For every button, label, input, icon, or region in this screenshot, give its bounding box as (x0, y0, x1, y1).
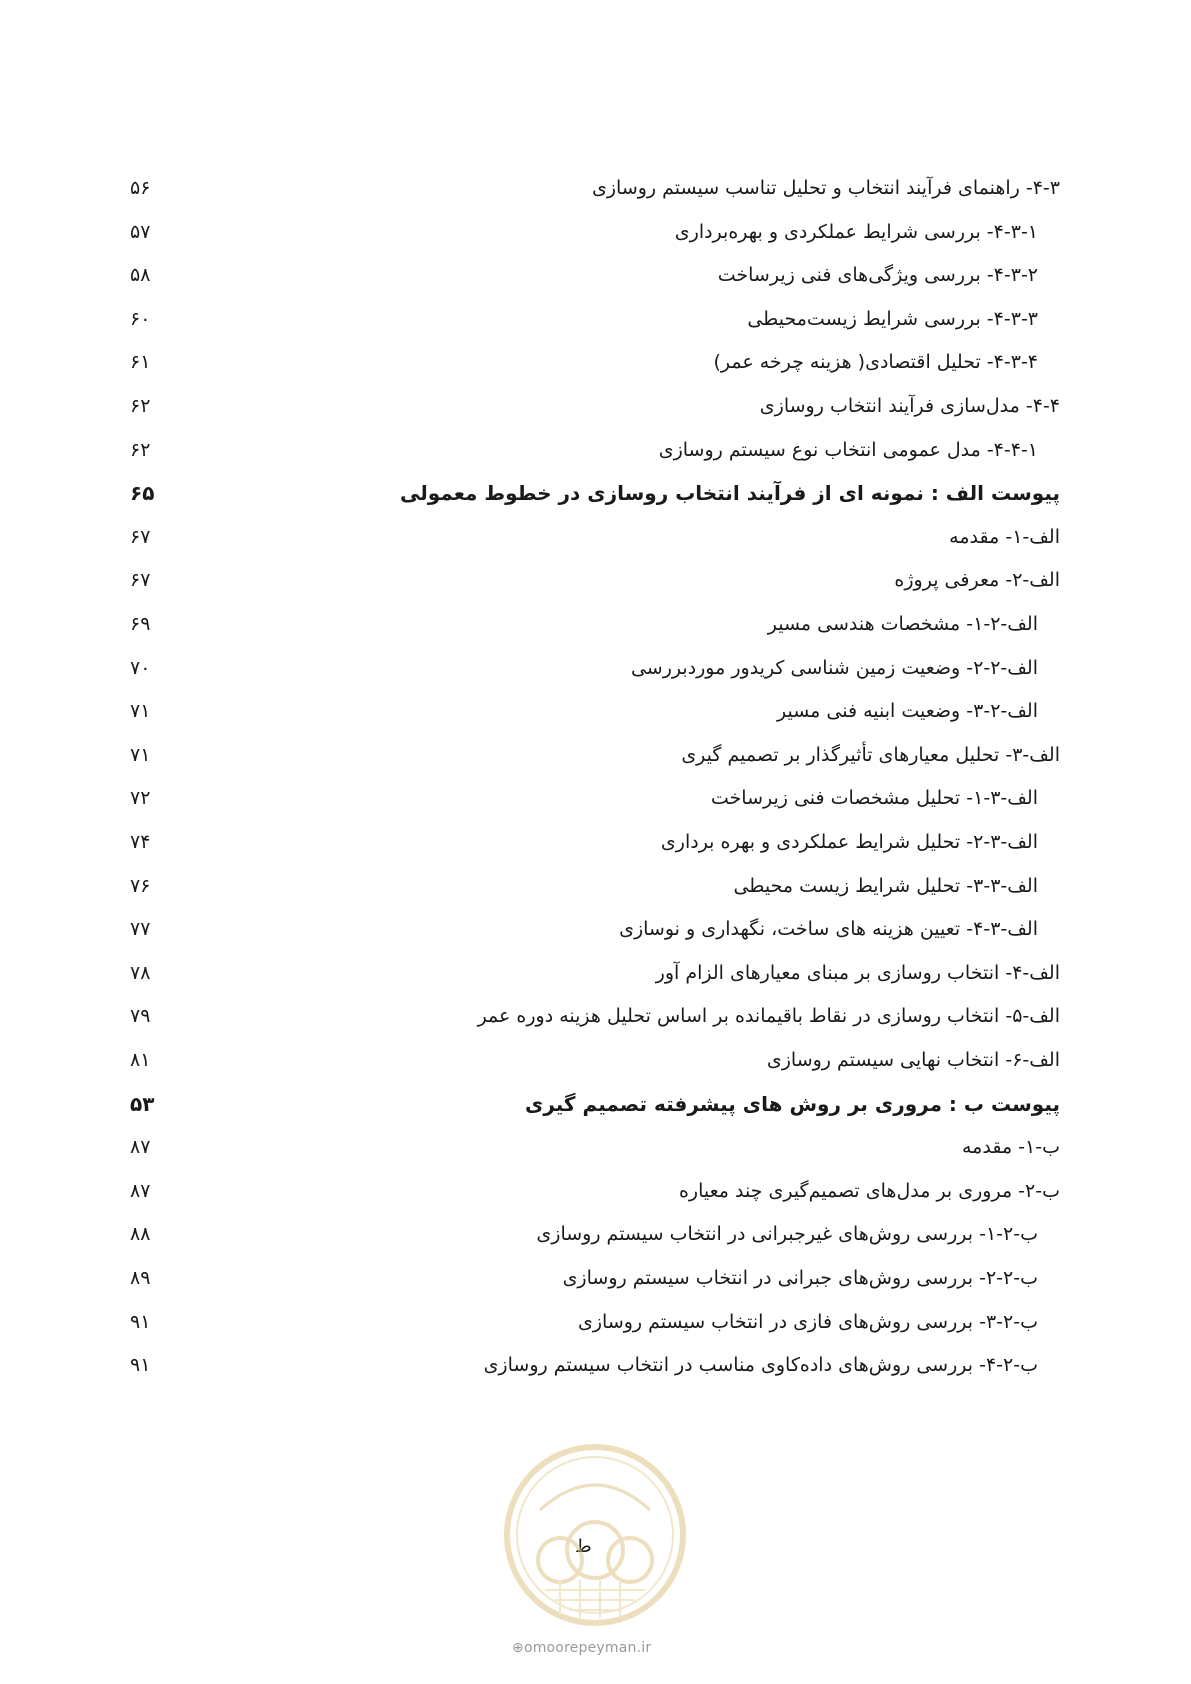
toc-title: ب-۲-۲- بررسی روش‌های جبرانی در انتخاب سیستم روسازی (562, 1267, 1038, 1289)
toc-title: ب-۱- مقدمه (962, 1136, 1060, 1159)
toc-title: الف-۳-۲- تحلیل شرایط عملکردی و بهره برداری (660, 831, 1038, 853)
toc-title: الف-۲-۱- مشخصات هندسی مسیر (767, 613, 1038, 635)
toc-title: ۴-۳-۱- بررسی شرایط عملکردی و بهره‌برداری (674, 220, 1038, 243)
toc-row (130, 735, 1060, 775)
toc-title: الف-۳-۱- تحلیل مشخصات فنی زیرساخت (710, 787, 1038, 810)
toc-title: الف-۳- تحلیل معیارهای تأثیرگذار بر تصمیم گیری (681, 743, 1060, 766)
toc-page-number: ۷۹ (130, 1005, 151, 1028)
toc-page-number: ۸۱ (130, 1049, 151, 1071)
toc-page-number: ۵۶ (130, 177, 151, 199)
toc-row (130, 430, 1060, 470)
page-folio: ط (575, 1536, 592, 1557)
toc-title: الف-۵- انتخاب روسازی در نقاط باقیمانده بر اساس تحلیل هزینه دوره عمر (477, 1005, 1060, 1028)
toc-title: ب-۲-۴- بررسی روش‌های داده‌کاوی مناسب در انتخاب سیستم روسازی (483, 1354, 1038, 1377)
toc-page-number: ۶۹ (130, 613, 151, 635)
watermark-seal (500, 1440, 690, 1630)
toc-row (130, 822, 1060, 862)
toc-title: ۴-۴- مدل‌سازی فرآیند انتخاب روسازی (759, 395, 1060, 417)
toc-page-number: ۶۱ (130, 351, 151, 374)
toc-row (130, 648, 1060, 688)
toc-row (130, 212, 1060, 252)
toc-title: پیوست ب : مروری بر روش های پیشرفته تصمیم گیری (524, 1091, 1060, 1116)
toc-page-number: ۸۷ (130, 1179, 151, 1202)
toc-title: پیوست الف : نمونه ای از فرآیند انتخاب روسازی در خطوط معمولی (400, 481, 1060, 506)
toc-row (130, 255, 1060, 295)
toc-row (130, 778, 1060, 818)
toc-page-number: ۶۷ (130, 525, 151, 548)
toc-title: الف-۲-۲- وضعیت زمین شناسی کریدور موردبررسی (630, 656, 1038, 679)
toc-title: ۴-۳- راهنمای فرآیند انتخاب و تحلیل تناسب سیستم روسازی (591, 177, 1060, 199)
toc-row (130, 604, 1060, 644)
toc-row (130, 691, 1060, 731)
toc-page-number: ۵۸ (130, 264, 151, 287)
toc-row (130, 560, 1060, 600)
toc-page-number: ۷۷ (130, 918, 151, 941)
toc-row (130, 1214, 1060, 1254)
toc-row (130, 386, 1060, 426)
toc-page-number: ۶۲ (130, 395, 151, 417)
toc-page-number: ۸۹ (130, 1267, 151, 1289)
toc-page-number: ۷۱ (130, 743, 151, 766)
toc-title: ب-۲-۱- بررسی روش‌های غیرجبرانی در انتخاب سیستم روسازی (536, 1223, 1038, 1246)
toc-page-number: ۷۸ (130, 961, 151, 984)
toc-page-number: ۶۵ (130, 481, 155, 506)
toc-page-number: ۷۰ (130, 656, 151, 679)
toc-row (130, 168, 1060, 208)
toc-row (130, 342, 1060, 382)
toc-row (130, 1345, 1060, 1385)
toc-page-number: ۵۳ (130, 1091, 155, 1116)
toc-page-number: ۷۴ (130, 831, 151, 853)
toc-page-number: ۸۸ (130, 1223, 151, 1246)
toc-title: الف-۳-۳- تحلیل شرایط زیست محیطی (733, 874, 1038, 897)
toc-page-number: ۶۰ (130, 307, 151, 330)
toc-row (130, 299, 1060, 339)
toc-title: الف-۱- مقدمه (949, 525, 1060, 548)
toc-page-number: ۵۷ (130, 220, 151, 243)
toc-page-number: ۶۷ (130, 569, 151, 592)
toc-row (130, 996, 1060, 1036)
toc-row (130, 1127, 1060, 1167)
toc-row (130, 866, 1060, 906)
toc-title: الف-۶- انتخاب نهایی سیستم روسازی (766, 1049, 1060, 1071)
toc-page-number: ۹۱ (130, 1354, 151, 1377)
toc-page-number: ۷۱ (130, 700, 151, 723)
toc-row (130, 1171, 1060, 1211)
toc-row (130, 517, 1060, 557)
toc-title: الف-۳-۴- تعیین هزینه های ساخت، نگهداری و نوسازی (619, 918, 1038, 941)
toc-title: ۴-۴-۱- مدل عمومی انتخاب نوع سیستم روسازی (658, 438, 1038, 461)
toc-title: الف-۴- انتخاب روسازی بر مبنای معیارهای الزام آور (655, 961, 1060, 984)
toc-appendix-row (130, 473, 1060, 513)
toc-appendix-row (130, 1084, 1060, 1124)
toc-title: الف-۲- معرفی پروژه (894, 569, 1060, 592)
toc-row (130, 1302, 1060, 1342)
toc-row (130, 1040, 1060, 1080)
toc-row (130, 909, 1060, 949)
toc-page-number: ۹۱ (130, 1310, 151, 1333)
watermark-site: ⊕omoorepeyman.ir (512, 1640, 652, 1656)
toc-row (130, 953, 1060, 993)
toc-page-number: ۸۷ (130, 1136, 151, 1159)
toc-page-number: ۷۶ (130, 874, 151, 897)
toc-title: ب-۲-۳- بررسی روش‌های فازی در انتخاب سیستم روسازی (578, 1310, 1038, 1333)
toc-title: ۴-۳-۳- بررسی شرایط زیست‌محیطی (747, 307, 1038, 330)
toc-title: ب-۲- مروری بر مدل‌های تصمیم‌گیری چند معیاره (678, 1179, 1060, 1202)
toc-page-number: ۷۲ (130, 787, 151, 810)
toc-row (130, 1258, 1060, 1298)
toc-title: ۴-۳-۴- تحلیل اقتصادی( هزینه چرخه عمر) (713, 351, 1038, 374)
toc-page-number: ۶۲ (130, 438, 151, 461)
globe-icon: ⊕ (512, 1640, 524, 1656)
toc-title: الف-۲-۳- وضعیت ابنیه فنی مسیر (777, 700, 1038, 723)
toc-title: ۴-۳-۲- بررسی ویژگی‌های فنی زیرساخت (717, 264, 1038, 287)
